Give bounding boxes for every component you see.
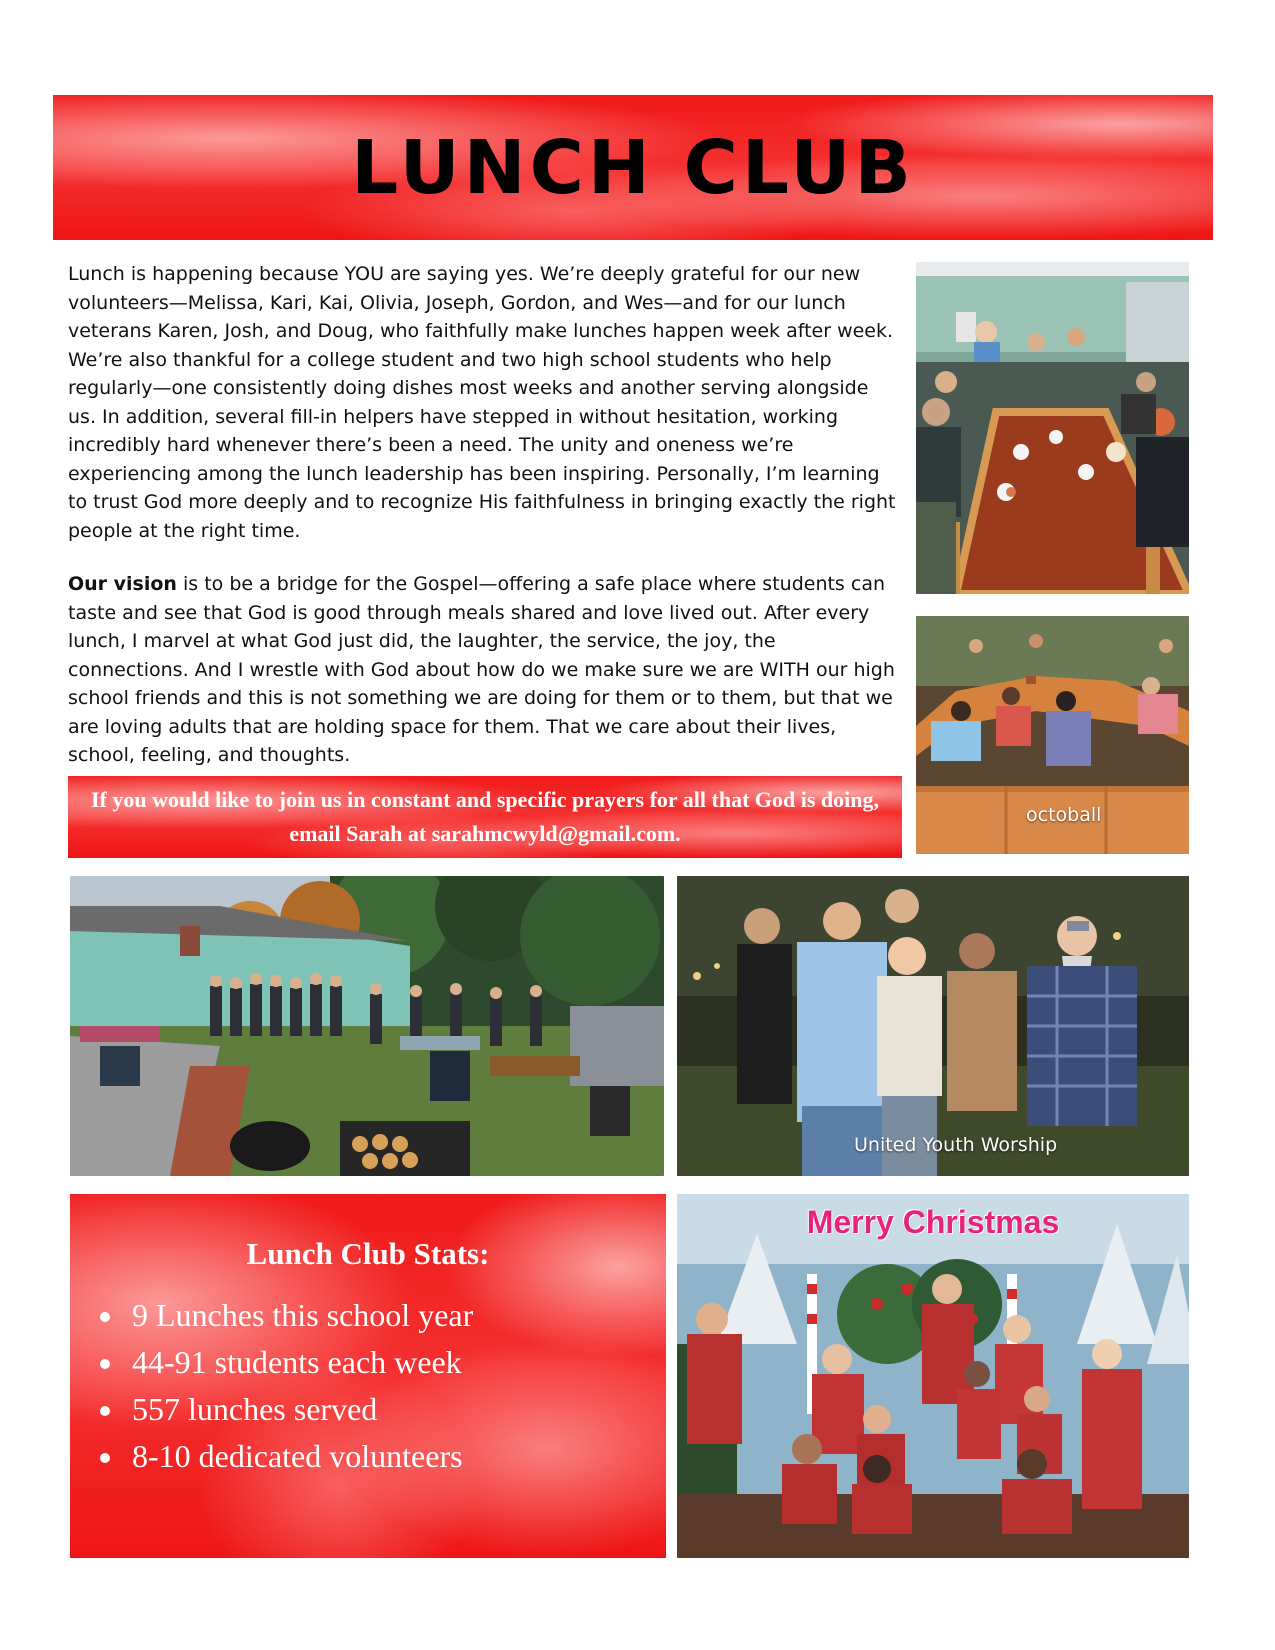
lunch-table-photo (916, 262, 1189, 594)
intro-paragraph: Lunch is happening because YOU are saying yes. We’re deeply grateful for our new volunteers—Melissa, Kari, Kai, Olivia, Joseph, Gordon, and Wes—and for our lunch veterans Karen, Josh, and Doug, who faithfully make lunches happen week after week. We’re also thankful for a college student and two high school students who help regularly—one consistently doing dishes most weeks and another serving alongside us. In addition, several fill-in helpers have stepped in without hesitation, working incredibly hard whenever there’s been a need. The unity and oneness we’re experiencing among the lunch leadership has been inspiring. Personally, I’m learning to trust God more deeply and to recognize His faithfulness in bringing exactly the right people at the right time. (68, 263, 896, 542)
stat-volunteers: • 8-10 dedicated volunteers (126, 1433, 473, 1480)
vision-paragraph (68, 570, 898, 770)
octoball-caption: octoball (1026, 804, 1102, 826)
merry-christmas-sign: Merry Christmas (806, 1204, 1060, 1240)
stats-list (94, 1292, 473, 1480)
title-banner (53, 95, 1213, 240)
prayer-banner (68, 776, 902, 858)
worship-caption: United Youth Worship (854, 1134, 1058, 1156)
page-title: LUNCH CLUB (351, 124, 915, 211)
vision-label: Our vision (68, 573, 177, 595)
vision-text: is to be a bridge for the Gospel—offering a safe place where students can taste and see that God is good through meals shared and love lived out. After every lunch, I marvel at what God just did, the laughter, the service, the joy, the connections. And I wrestle with God about how do we make sure we are WITH our high school friends and this is not something we are doing for them or to them, but that we are loving adults that are holding space for them. That we care about their lives, school, feeling, and thoughts. (68, 573, 895, 766)
stats-panel (70, 1194, 666, 1558)
prayer-text: If you would like to join us in constant and specific prayers for all that God is doing, email Sarah at sarahmcwyld@gmail.com. (90, 787, 880, 846)
octoball-photo (916, 616, 1189, 854)
youth-worship-photo (677, 876, 1189, 1176)
yard-gathering-photo (70, 876, 664, 1176)
stat-students-each-week: • 44-91 students each week (126, 1339, 473, 1386)
stat-lunches-served: • 557 lunches served (126, 1386, 473, 1433)
stats-heading: Lunch Club Stats: (246, 1236, 490, 1271)
christmas-group-photo (677, 1194, 1189, 1558)
stat-lunches-this-year: • 9 Lunches this school year (126, 1292, 473, 1339)
